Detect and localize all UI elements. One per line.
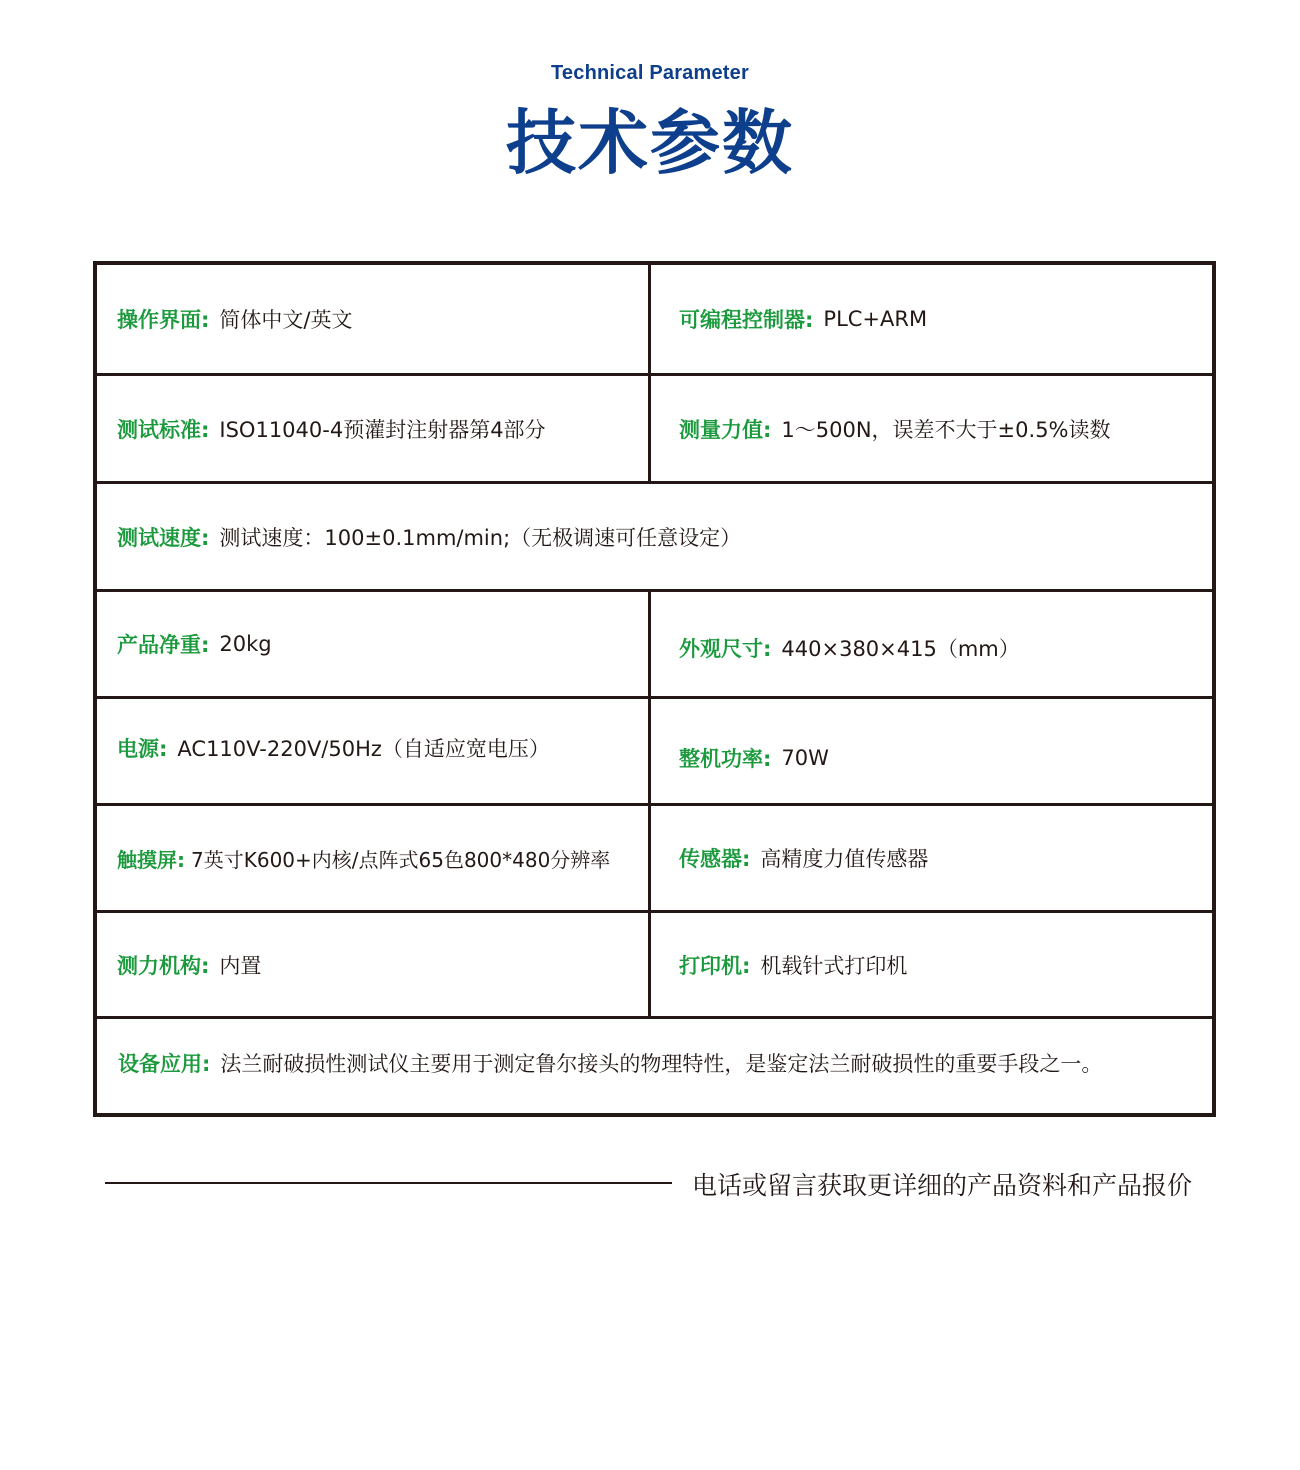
footer-divider <box>105 1182 672 1184</box>
spec-value: ISO11040-4预灌封注射器第4部分 <box>219 417 546 442</box>
spec-label: 设备应用: <box>118 1052 211 1076</box>
spec-value: 法兰耐破损性测试仪主要用于测定鲁尔接头的物理特性，是鉴定法兰耐破损性的重要手段之一。 <box>220 1052 1103 1076</box>
spec-cell-power <box>651 699 1212 803</box>
spec-value: AC110V-220V/50Hz（自适应宽电压） <box>177 737 550 761</box>
spec-row <box>97 910 1212 1016</box>
spec-label: 测量力值: <box>679 417 772 442</box>
spec-row <box>97 481 1212 589</box>
spec-cell-printer <box>651 913 1212 1016</box>
spec-label: 测力机构: <box>117 953 210 978</box>
spec-cell-touchscreen <box>97 806 651 910</box>
spec-cell-operation-interface <box>97 265 651 373</box>
section-subtitle: Technical Parameter <box>551 62 749 84</box>
spec-cell-application <box>97 1019 1212 1113</box>
spec-value: 7英寸K600+内核/点阵式65色800*480分辨率 <box>191 847 611 872</box>
spec-label: 打印机: <box>679 953 751 978</box>
spec-value: 内置 <box>219 953 262 978</box>
spec-row <box>97 803 1212 910</box>
spec-row <box>97 265 1212 373</box>
spec-value: 70W <box>781 746 829 770</box>
spec-label: 传感器: <box>679 847 751 871</box>
spec-cell-net-weight <box>97 592 651 696</box>
spec-row <box>97 589 1212 696</box>
spec-label: 操作界面: <box>117 308 210 332</box>
spec-label: 电源: <box>117 737 168 761</box>
spec-table <box>93 261 1216 1117</box>
spec-row <box>97 1016 1212 1113</box>
spec-row <box>97 696 1212 803</box>
spec-cell-test-standard <box>97 376 651 481</box>
spec-cell-force-mechanism <box>97 913 651 1016</box>
spec-label: 测试标准: <box>117 417 210 442</box>
spec-value: 测试速度：100±0.1mm/min;（无极调速可任意设定） <box>219 525 742 550</box>
spec-cell-test-speed <box>97 484 1212 589</box>
section-title: 技术参数 <box>506 102 794 184</box>
spec-label: 可编程控制器: <box>679 308 814 332</box>
spec-cell-plc <box>651 265 1212 373</box>
spec-value: 高精度力值传感器 <box>760 847 929 871</box>
spec-cell-sensor <box>651 806 1212 910</box>
spec-value: PLC+ARM <box>823 307 928 331</box>
spec-label: 外观尺寸: <box>679 637 772 661</box>
spec-value: 440×380×415（mm） <box>781 637 1020 661</box>
spec-cell-force-range <box>651 376 1212 481</box>
spec-label: 整机功率: <box>679 747 772 771</box>
spec-value: 机载针式打印机 <box>760 953 908 978</box>
spec-cell-power-supply <box>97 699 651 803</box>
spec-label: 触摸屏: <box>117 847 185 872</box>
spec-value: 20kg <box>219 632 272 656</box>
spec-label: 测试速度: <box>117 525 210 550</box>
spec-label: 产品净重: <box>117 633 210 657</box>
spec-value: 1～500N，误差不大于±0.5%读数 <box>781 417 1111 442</box>
spec-value: 简体中文/英文 <box>219 308 353 332</box>
spec-cell-dimensions <box>651 592 1212 696</box>
footer-contact-text: 电话或留言获取更详细的产品资料和产品报价 <box>692 1171 1193 1200</box>
spec-row <box>97 373 1212 481</box>
